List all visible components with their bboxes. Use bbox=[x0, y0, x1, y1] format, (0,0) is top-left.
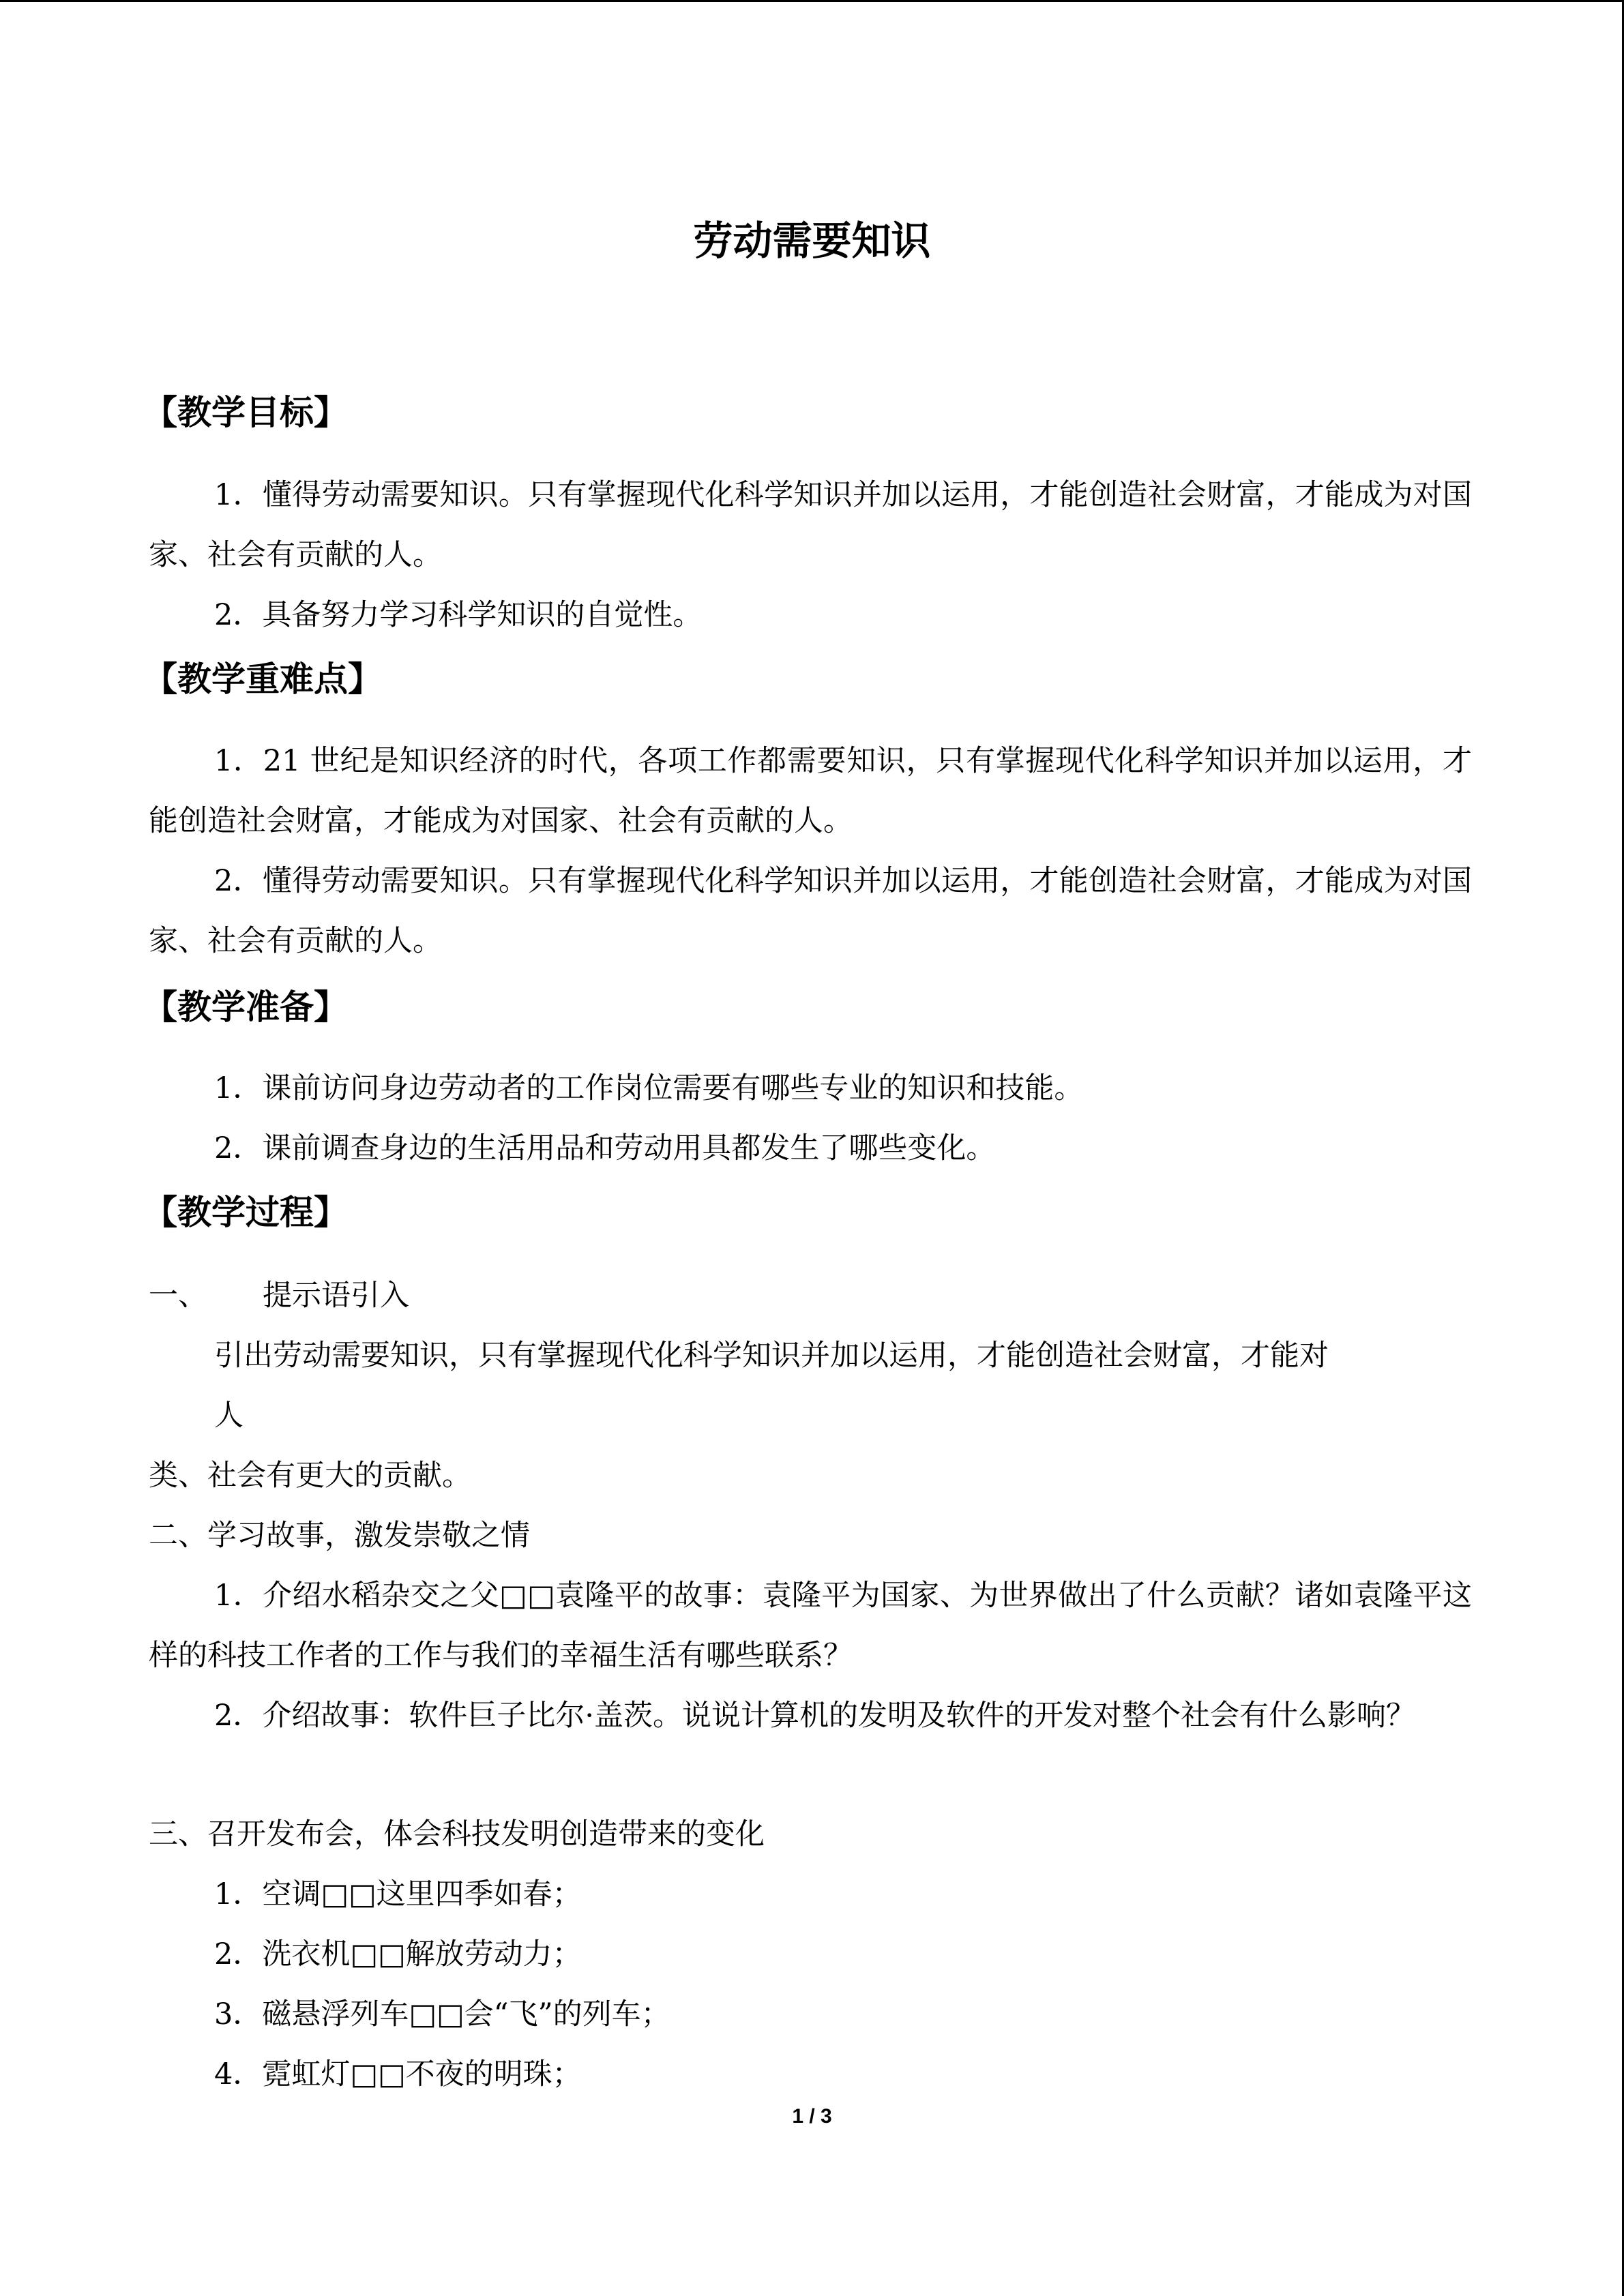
process-part1-title: 提示语引入 bbox=[263, 1279, 409, 1313]
key-point-item-2: 2．懂得劳动需要知识。只有掌握现代化科学知识并加以运用，才能创造社会财富，才能成为对国家、社会有贡献的人。 bbox=[149, 864, 1472, 958]
heading-key-points: 【教学重难点】 bbox=[143, 659, 382, 699]
process-part1-number: 一、 bbox=[149, 1279, 207, 1313]
preparation-item-2: 2．课前调查身边的生活用品和劳动用具都发生了哪些变化。 bbox=[214, 1131, 996, 1165]
process-part3-item-2: 2．洗衣机□□解放劳动力； bbox=[214, 1937, 582, 1971]
process-part3-item-3: 3．磁悬浮列车□□会“飞”的列车； bbox=[214, 1997, 670, 2031]
process-part1-line1: 引出劳动需要知识，只有掌握现代化科学知识并加以运用，才能创造社会财富，才能对 bbox=[214, 1339, 1329, 1373]
document-title: 劳动需要知识 bbox=[693, 218, 931, 264]
goal-item-1: 1．懂得劳动需要知识。只有掌握现代化科学知识并加以运用，才能创造社会财富，才能成为对国家、社会有贡献的人。 bbox=[149, 478, 1472, 572]
heading-preparation: 【教学准备】 bbox=[143, 987, 348, 1027]
process-part2-item-2: 2．介绍故事：软件巨子比尔·盖茨。说说计算机的发明及软件的开发对整个社会有什么影响？ bbox=[214, 1699, 1416, 1733]
heading-teaching-goals: 【教学目标】 bbox=[143, 393, 348, 432]
goal-item-2: 2．具备努力学习科学知识的自觉性。 bbox=[214, 598, 703, 632]
process-part1-line2: 人 bbox=[214, 1399, 243, 1433]
preparation-item-1: 1．课前访问身边劳动者的工作岗位需要有哪些专业的知识和技能。 bbox=[214, 1071, 1084, 1105]
process-part3-title: 三、召开发布会，体会科技发明创造带来的变化 bbox=[149, 1817, 765, 1851]
process-part1-line3: 类、社会有更大的贡献。 bbox=[149, 1459, 471, 1493]
key-point-item-1: 1．21 世纪是知识经济的时代，各项工作都需要知识，只有掌握现代化科学知识并加以运用，才能创造社会财富，才能成为对国家、社会有贡献的人。 bbox=[149, 744, 1472, 838]
process-part2-title: 二、学习故事，激发崇敬之情 bbox=[149, 1519, 530, 1553]
process-part3-item-4: 4．霓虹灯□□不夜的明珠； bbox=[214, 2057, 582, 2091]
page-number: 1 / 3 bbox=[792, 2105, 832, 2128]
process-part2-item-1: 1．介绍水稻杂交之父□□袁隆平的故事：袁隆平为国家、为世界做出了什么贡献？诸如袁隆平这样的科技工作者的工作与我们的幸福生活有哪些联系？ bbox=[149, 1579, 1472, 1673]
heading-process: 【教学过程】 bbox=[143, 1193, 348, 1232]
process-part3-item-1: 1．空调□□这里四季如春； bbox=[214, 1877, 582, 1911]
